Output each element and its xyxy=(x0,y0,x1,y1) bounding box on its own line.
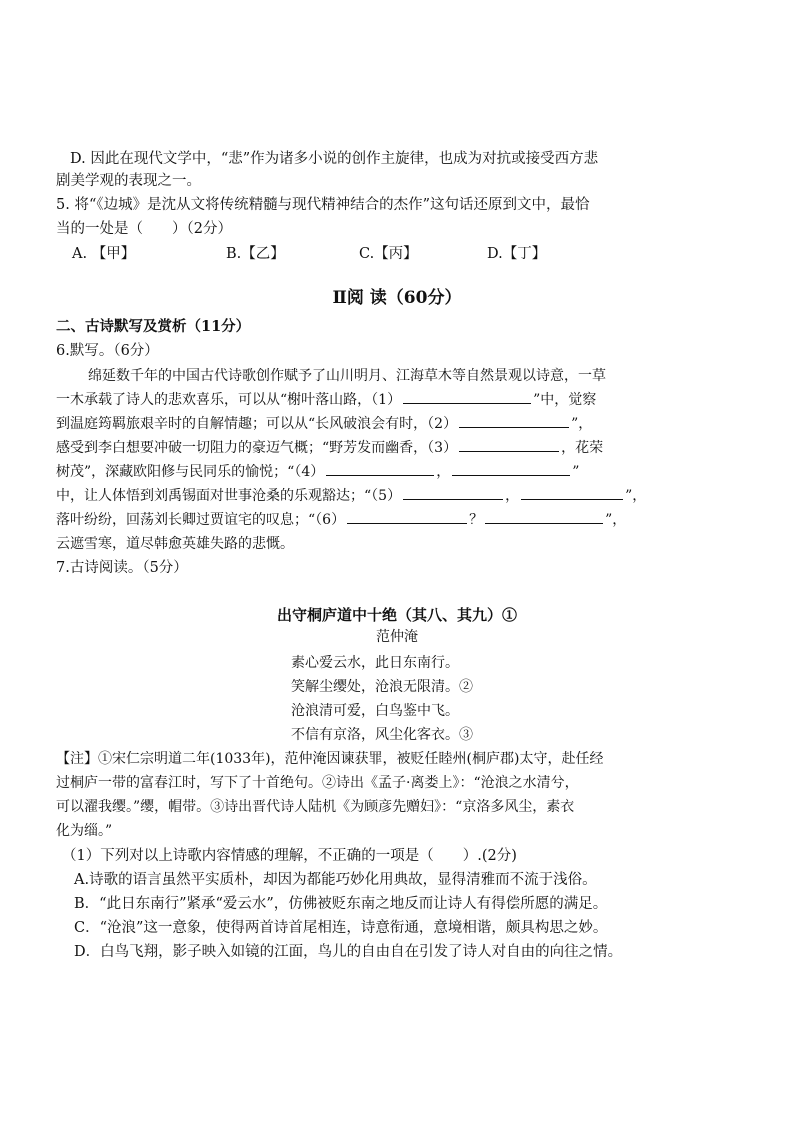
q6-line5-text-a: 树茂”，深藏欧阳修与民同乐的愉悦；“（4） xyxy=(56,464,325,480)
q6-line4-text-b: ，花荣 xyxy=(561,440,604,456)
q5-stem-line2: 当的一处是（ ）（2分） xyxy=(56,221,232,237)
poem-line-3: 沧浪清可爱，白鸟鉴中飞。 xyxy=(291,703,459,719)
q5-option-d: D.【丁】 xyxy=(487,246,547,262)
section-subtitle: 二、古诗默写及赏析（11分） xyxy=(56,318,251,335)
answer-blank-4a[interactable] xyxy=(326,461,434,476)
q6-line3 xyxy=(56,413,592,435)
q6-line6-text-c: ”， xyxy=(625,488,647,504)
q6-line7-text-a: 落叶纷纷，回荡刘长卿过贾谊宅的叹息；“（6） xyxy=(56,512,346,528)
note-line-1: 【注】①宋仁宗明道二年(1033年)，范仲淹因谏获罪，被贬任睦州(桐庐郡)太守，赴任经 xyxy=(56,751,604,767)
note-line-3: 可以濯我缨。”缨，帽带。③诗出晋代诗人陆机《为顾彦先赠妇》：“京洛多风尘，素衣 xyxy=(56,799,575,815)
q6-line6-text-a: 中，让人体悟到刘禹锡面对世事沧桑的乐观豁达；“（5） xyxy=(56,488,402,504)
answer-blank-5a[interactable] xyxy=(403,485,503,500)
q6-line3-text-a: 到温庭筠羁旅艰辛时的自解情趣；可以从“长风破浪会有时，（2） xyxy=(56,416,458,432)
q7-sub1-option-d: D．白鸟飞翔，影子映入如镜的江面，鸟儿的自由自在引发了诗人对自由的向往之情。 xyxy=(74,944,623,960)
q7-sub1-stem: （1）下列对以上诗歌内容情感的理解，不正确的一项是（ ）.(2分) xyxy=(62,848,517,864)
q4-option-d-line2: 剧美学观的表现之一。 xyxy=(56,173,201,189)
answer-blank-6a[interactable] xyxy=(347,509,467,524)
section-title: Ⅱ阅 读（60分） xyxy=(332,288,462,308)
q5-option-c: C.【丙】 xyxy=(359,246,418,262)
poem-line-4: 不信有京洛，风尘化客衣。③ xyxy=(291,727,473,743)
q6-line8: 云遮雪寒，道尽韩愈英雄失路的悲慨。 xyxy=(56,536,294,552)
q5-option-b: B.【乙】 xyxy=(226,246,285,262)
q4-option-d-line1: D. 因此在现代文学中，“悲”作为诸多小说的创作主旋律，也成为对抗或接受西方悲 xyxy=(70,151,599,167)
q6-line4-text-a: 感受到李白想要冲破一切阻力的豪迈气概；“野芳发而幽香，（3） xyxy=(56,440,458,456)
q6-line5-text-c: ” xyxy=(572,464,580,480)
poem-line-1: 素心爱云水，此日东南行。 xyxy=(291,655,459,671)
answer-blank-6b[interactable] xyxy=(485,509,603,524)
q5-stem-line1: 5. 将“《边城》是沈从文将传统精髓与现代精神结合的杰作”这句话还原到文中，最恰 xyxy=(56,197,590,213)
q6-line7-text-b: ？ xyxy=(469,512,484,528)
q6-line4 xyxy=(56,437,603,459)
q6-line1: 绵延数千年的中国古代诗歌创作赋予了山川明月、江海草木等自然景观以诗意，一草 xyxy=(88,368,606,384)
q7-sub1-option-b: B．“此日东南行”紧承“爱云水”，仿佛被贬东南之地反而让诗人有得偿所愿的满足。 xyxy=(74,896,608,912)
q6-line7 xyxy=(56,509,626,531)
q6-line5 xyxy=(56,461,579,483)
q6-line6 xyxy=(56,485,646,507)
q6-line3-text-b: ”， xyxy=(571,416,593,432)
q6-line2 xyxy=(56,389,596,411)
answer-blank-1[interactable] xyxy=(403,389,531,404)
poem-author: 范仲淹 xyxy=(376,629,418,645)
poem-title: 出守桐庐道中十绝（其八、其九）① xyxy=(276,606,517,624)
q7-heading: 7.古诗阅读。（5分） xyxy=(56,560,188,576)
q5-option-a: A. 【甲】 xyxy=(72,246,136,262)
answer-blank-5b[interactable] xyxy=(521,485,623,500)
q7-sub1-option-c: C．“沧浪”这一意象，使得两首诗首尾相连，诗意衔通，意境相谐，颇具构思之妙。 xyxy=(74,920,608,936)
q7-sub1-option-a: A.诗歌的语言虽然平实质朴，却因为都能巧妙化用典故，显得清雅而不流于浅俗。 xyxy=(74,872,597,888)
note-line-2: 过桐庐一带的富春江时，写下了十首绝句。②诗出《孟子·离娄上》：“沧浪之水清兮， xyxy=(56,775,579,791)
q6-line2-text-b: ”中，觉察 xyxy=(533,392,597,408)
note-line-4: 化为缁。” xyxy=(56,823,113,839)
q6-heading: 6.默写。（6分） xyxy=(56,343,159,359)
q6-line6-text-b: ， xyxy=(505,488,520,504)
answer-blank-4b[interactable] xyxy=(452,461,570,476)
answer-blank-3[interactable] xyxy=(459,437,559,452)
q6-line2-text-a: 一木承载了诗人的悲欢喜乐，可以从“榭叶落山路，（1） xyxy=(56,392,402,408)
q6-line7-text-c: ”， xyxy=(605,512,627,528)
poem-line-2: 笑解尘缨处，沧浪无限清。② xyxy=(291,679,473,695)
answer-blank-2[interactable] xyxy=(459,413,569,428)
q6-line5-text-b: ， xyxy=(436,464,451,480)
